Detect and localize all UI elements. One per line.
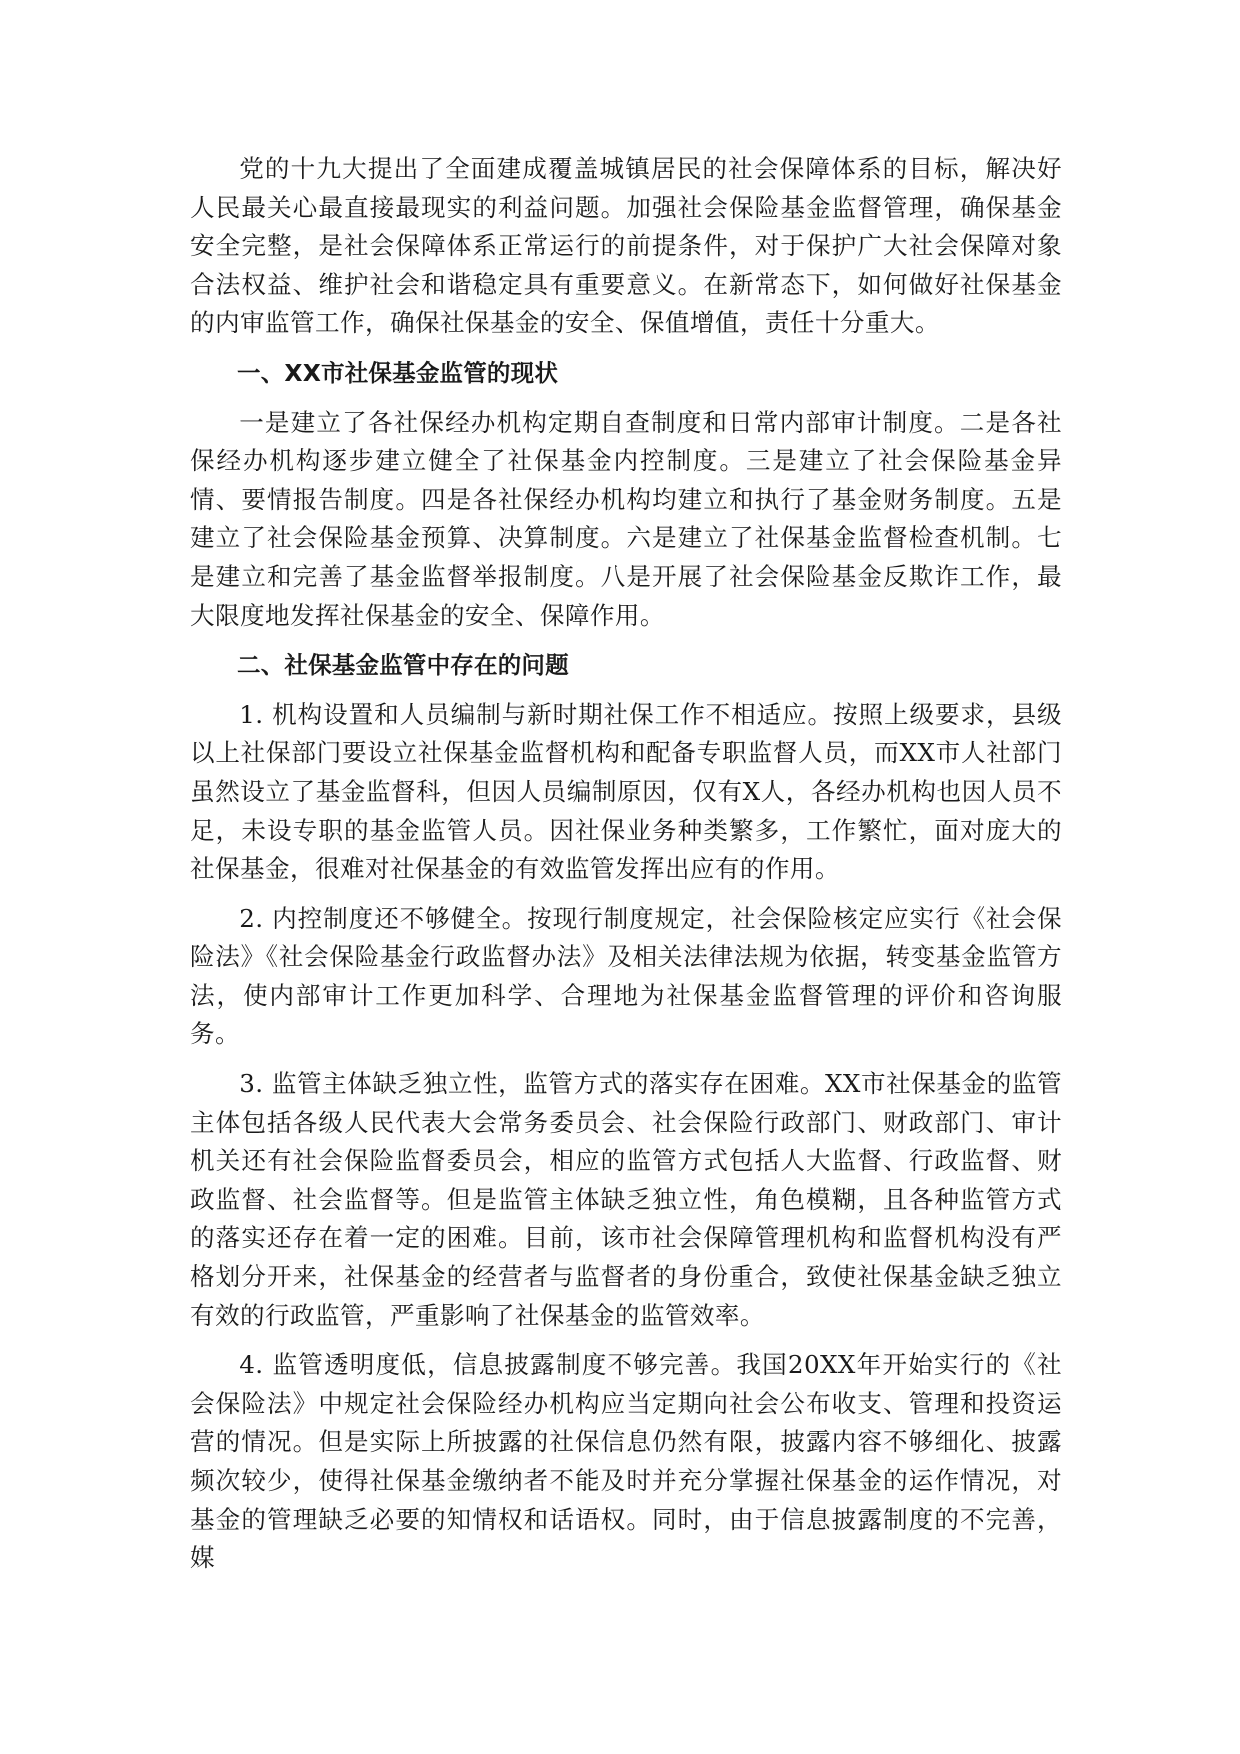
section-heading-status: 一、XX市社保基金监管的现状 (237, 358, 559, 387)
problem-paragraph-4: 4. 监管透明度低，信息披露制度不够完善。我国20XX年开始实行的《社会保险法》中规定社会保险经办机构应当定期向社会公布收支、管理和投资运营的情况。但是实际上所披露的社保信息仍然有限，披露内容不够细化、披露频次较少，使得社保基金缴纳者不能及时并充分掌握社保基金的运作情况，对基金的管理缺乏必要的知情权和话语权。同时，由于信息披露制度的不完善，媒 (190, 1350, 1062, 1573)
section1-paragraph: 一是建立了各社保经办机构定期自查制度和日常内部审计制度。二是各社保经办机构逐步建立健全了社保基金内控制度。三是建立了社会保险基金异情、要情报告制度。四是各社保经办机构均建立和执行了基金财务制度。五是建立了社会保险基金预算、决算制度。六是建立了社保基金监督检查机制。七是建立和完善了基金监督举报制度。八是开展了社会保险基金反欺诈工作，最大限度地发挥社保基金的安全、保障作用。 (190, 407, 1062, 630)
section-heading-problems: 二、社保基金监管中存在的问题 (237, 651, 569, 680)
document-body (190, 150, 1062, 1589)
intro-paragraph: 党的十九大提出了全面建成覆盖城镇居民的社会保障体系的目标，解决好人民最关心最直接最现实的利益问题。加强社会保险基金监督管理，确保基金安全完整，是社会保障体系正常运行的前提条件，对于保护广大社会保障对象合法权益、维护社会和谐稳定具有重要意义。在新常态下，如何做好社保基金的内审监管工作，确保社保基金的安全、保值增值，责任十分重大。 (190, 154, 1062, 338)
problem-paragraph-3: 3. 监管主体缺乏独立性，监管方式的落实存在困难。XX市社保基金的监管主体包括各级人民代表大会常务委员会、社会保险行政部门、财政部门、审计机关还有社会保险监督委员会，相应的监管方式包括人大监督、行政监督、财政监督、社会监督等。但是监管主体缺乏独立性，角色模糊，且各种监管方式的落实还存在着一定的困难。目前，该市社会保障管理机构和监督机构没有严格划分开来，社保基金的经营者与监督者的身份重合，致使社保基金缺乏独立有效的行政监管，严重影响了社保基金的监管效率。 (190, 1069, 1062, 1330)
problem-paragraph-1: 1. 机构设置和人员编制与新时期社保工作不相适应。按照上级要求，县级以上社保部门要设立社保基金监督机构和配备专职监督人员，而XX市人社部门虽然设立了基金监督科，但因人员编制原因，仅有X人，各经办机构也因人员不足，未设专职的基金监管人员。因社保业务种类繁多，工作繁忙，面对庞大的社保基金，很难对社保基金的有效监管发挥出应有的作用。 (190, 699, 1062, 884)
problem-paragraph-2: 2. 内控制度还不够健全。按现行制度规定，社会保险核定应实行《社会保险法》《社会保险基金行政监督办法》及相关法律法规为依据，转变基金监管方法，使内部审计工作更加科学、合理地为社保基金监督管理的评价和咨询服务。 (190, 903, 1062, 1049)
